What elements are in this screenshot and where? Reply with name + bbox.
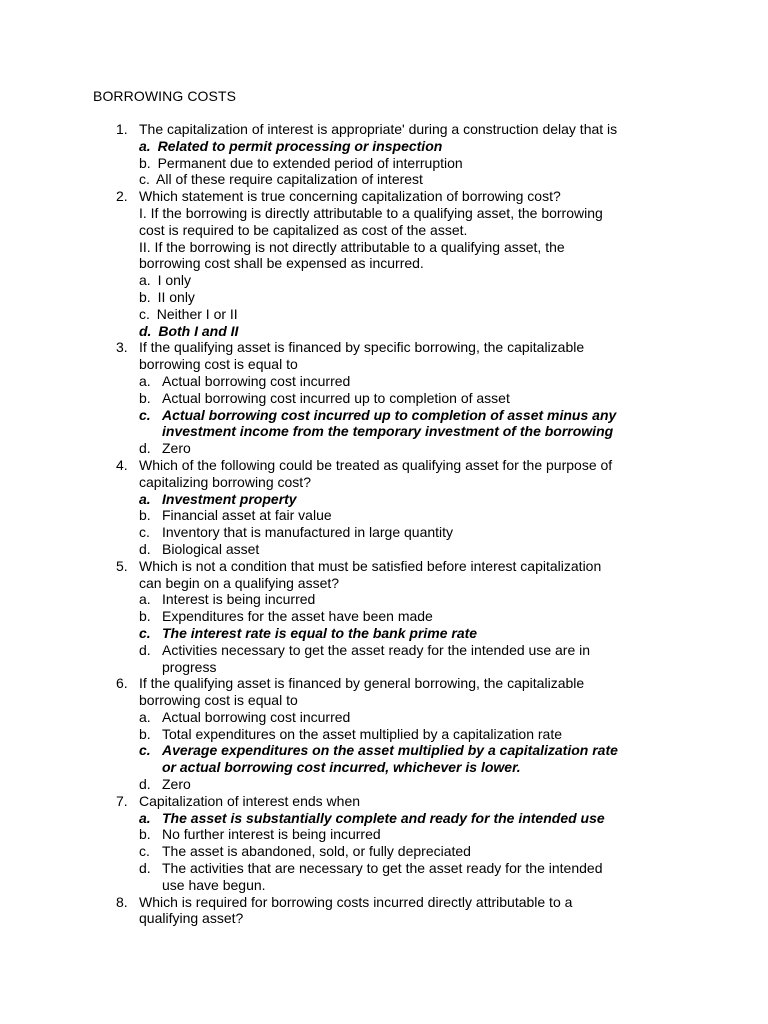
question-stem-line: can begin on a qualifying asset?: [139, 574, 340, 591]
choice-letter: d.: [139, 860, 151, 877]
question-stem-line: Which statement is true concerning capitalization of borrowing cost?: [139, 188, 561, 205]
answer-choice-c: [139, 306, 708, 323]
answer-choice-c: [139, 171, 708, 188]
choice-letter: d.: [139, 440, 151, 457]
answer-choice-a: [139, 272, 708, 289]
choice-text: Zero: [162, 440, 191, 457]
choice-letter: b.: [139, 725, 151, 742]
answer-choice-b: [139, 826, 708, 843]
choice-letter: a.: [139, 490, 151, 507]
answer-choice-b: [139, 608, 708, 625]
choice-text: or actual borrowing cost incurred, whichever is lower.: [162, 759, 521, 776]
question-number: 1.: [116, 121, 128, 137]
choice-text: Total expenditures on the asset multiplied by a capitalization rate: [162, 725, 563, 742]
answer-choice-c: [139, 407, 708, 424]
choice-text: Inventory that is manufactured in large quantity: [162, 524, 454, 541]
choice-text: Related to permit processing or inspection: [157, 137, 443, 154]
answer-choice-c: [139, 524, 708, 541]
choice-letter: a.: [139, 372, 151, 389]
answer-choice-b: [139, 507, 708, 524]
answer-choice-a: [139, 373, 708, 390]
choice-letter: b.: [139, 826, 151, 843]
choice-text: Financial asset at fair value: [162, 507, 332, 524]
answer-choice-d-continued: [139, 877, 708, 894]
choice-letter: b.: [139, 507, 151, 524]
choice-text: I only: [157, 272, 192, 289]
answer-choice-c: [139, 625, 708, 642]
choice-letter: c.: [139, 624, 151, 641]
answer-choice-a: [139, 810, 708, 827]
choice-text: Biological asset: [162, 540, 260, 557]
choice-letter: b.: [139, 288, 151, 305]
choice-letter: c.: [139, 406, 151, 423]
choice-letter: d.: [139, 641, 151, 658]
choice-letter: b.: [139, 154, 151, 171]
question-4: [0, 457, 768, 558]
question-3: [0, 339, 768, 457]
choice-text: The activities that are necessary to get the asset ready for the intended: [162, 860, 603, 877]
choice-text: Both I and II: [158, 322, 239, 339]
choice-letter: a.: [139, 137, 151, 154]
choice-letter: c.: [139, 843, 150, 860]
choice-text: No further interest is being incurred: [162, 826, 381, 843]
choice-text: All of these require capitalization of interest: [156, 171, 423, 188]
choice-text: progress: [162, 658, 217, 675]
choice-text: Neither I or II: [156, 305, 238, 322]
choice-letter: b.: [139, 389, 151, 406]
choice-letter: a.: [139, 591, 151, 608]
choice-text: Permanent due to extended period of interruption: [157, 154, 463, 171]
question-number: 5.: [116, 557, 128, 574]
choice-letter: a.: [139, 809, 151, 826]
choice-text: Interest is being incurred: [162, 591, 316, 608]
answer-choice-d: [139, 776, 708, 793]
choice-text: Actual borrowing cost incurred up to completion of asset minus any: [162, 406, 617, 423]
question-stem-line: If the qualifying asset is financed by general borrowing, the capitalizable: [139, 675, 585, 692]
question-number: 4.: [116, 456, 128, 473]
question-number: 7.: [116, 792, 128, 809]
answer-choice-c-continued: [139, 759, 708, 776]
choice-text: The asset is substantially complete and ready for the intended use: [162, 809, 605, 826]
answer-choice-d: [139, 323, 708, 340]
choice-text: use have begun.: [162, 876, 266, 893]
answer-choice-d: [139, 440, 708, 457]
answer-choice-b: [139, 289, 708, 306]
choice-text: II only: [157, 288, 195, 305]
question-stem-line: If the qualifying asset is financed by specific borrowing, the capitalizable: [139, 339, 585, 356]
choice-letter: a.: [139, 708, 151, 725]
choice-letter: c.: [139, 305, 150, 322]
choice-text: Expenditures for the asset have been made: [162, 608, 433, 625]
choice-letter: d.: [139, 776, 151, 793]
choice-text: Actual borrowing cost incurred: [162, 372, 351, 389]
question-2: [0, 188, 768, 339]
question-list: [0, 121, 768, 927]
choice-letter: c.: [139, 524, 150, 541]
question-stem-line: The capitalization of interest is appropriate' during a construction delay that is: [139, 121, 618, 137]
question-stem-line: qualifying asset?: [139, 910, 244, 927]
answer-choice-b: [139, 390, 708, 407]
choice-text: Activities necessary to get the asset ready for the intended use are in: [162, 641, 591, 658]
question-stem-line: Which is not a condition that must be satisfied before interest capitalization: [139, 557, 602, 574]
question-number: 2.: [116, 188, 128, 205]
answer-choice-c: [139, 843, 708, 860]
question-stem-line: borrowing cost is equal to: [139, 692, 298, 709]
question-stem-line: borrowing cost shall be expensed as incurred.: [139, 255, 424, 272]
choice-text: The interest rate is equal to the bank prime rate: [162, 624, 478, 641]
question-5: [0, 558, 768, 676]
choice-text: Average expenditures on the asset multiplied by a capitalization rate: [162, 742, 618, 759]
choice-letter: d.: [139, 322, 152, 339]
question-number: 3.: [116, 339, 128, 356]
answer-choice-d: [139, 860, 708, 877]
answer-choice-a: [139, 709, 708, 726]
answer-choice-a: [139, 491, 708, 508]
choice-text: Actual borrowing cost incurred up to completion of asset: [162, 389, 510, 406]
question-stem-line: Which is required for borrowing costs incurred directly attributable to a: [139, 893, 573, 910]
question-stem-line: borrowing cost is equal to: [139, 356, 298, 373]
answer-choice-a: [139, 591, 708, 608]
answer-choice-d: [139, 642, 708, 659]
choice-letter: b.: [139, 608, 151, 625]
answer-choice-d-continued: [139, 659, 708, 676]
question-6: [0, 675, 768, 793]
answer-choice-c-continued: [139, 423, 708, 440]
choice-text: The asset is abandoned, sold, or fully depreciated: [162, 843, 471, 860]
document-title: BORROWING COSTS: [93, 88, 237, 104]
question-1: [0, 121, 768, 188]
answer-choice-a: [139, 138, 708, 155]
question-number: 6.: [116, 675, 128, 692]
choice-text: investment income from the temporary investment of the borrowing: [162, 423, 614, 440]
choice-letter: a.: [139, 272, 151, 289]
question-stem-line: I. If the borrowing is directly attributable to a qualifying asset, the borrowing: [139, 204, 603, 221]
question-stem-line: capitalizing borrowing cost?: [139, 473, 311, 490]
choice-text: Actual borrowing cost incurred: [162, 708, 351, 725]
choice-letter: c.: [139, 742, 151, 759]
answer-choice-d: [139, 541, 708, 558]
question-8: [0, 894, 768, 928]
question-stem-line: cost is required to be capitalized as cost of the asset.: [139, 221, 468, 238]
answer-choice-c: [139, 742, 708, 759]
answer-choice-b: [139, 155, 708, 172]
choice-letter: c.: [139, 171, 150, 188]
choice-text: Zero: [162, 776, 191, 793]
answer-choice-b: [139, 726, 708, 743]
choice-text: Investment property: [162, 490, 297, 507]
question-stem-line: Capitalization of interest ends when: [139, 792, 361, 809]
choice-letter: d.: [139, 540, 151, 557]
question-stem-line: Which of the following could be treated as qualifying asset for the purpose of: [139, 456, 613, 473]
question-stem-line: II. If the borrowing is not directly attributable to a qualifying asset, the: [139, 238, 565, 255]
question-7: [0, 793, 768, 894]
question-number: 8.: [116, 893, 128, 910]
